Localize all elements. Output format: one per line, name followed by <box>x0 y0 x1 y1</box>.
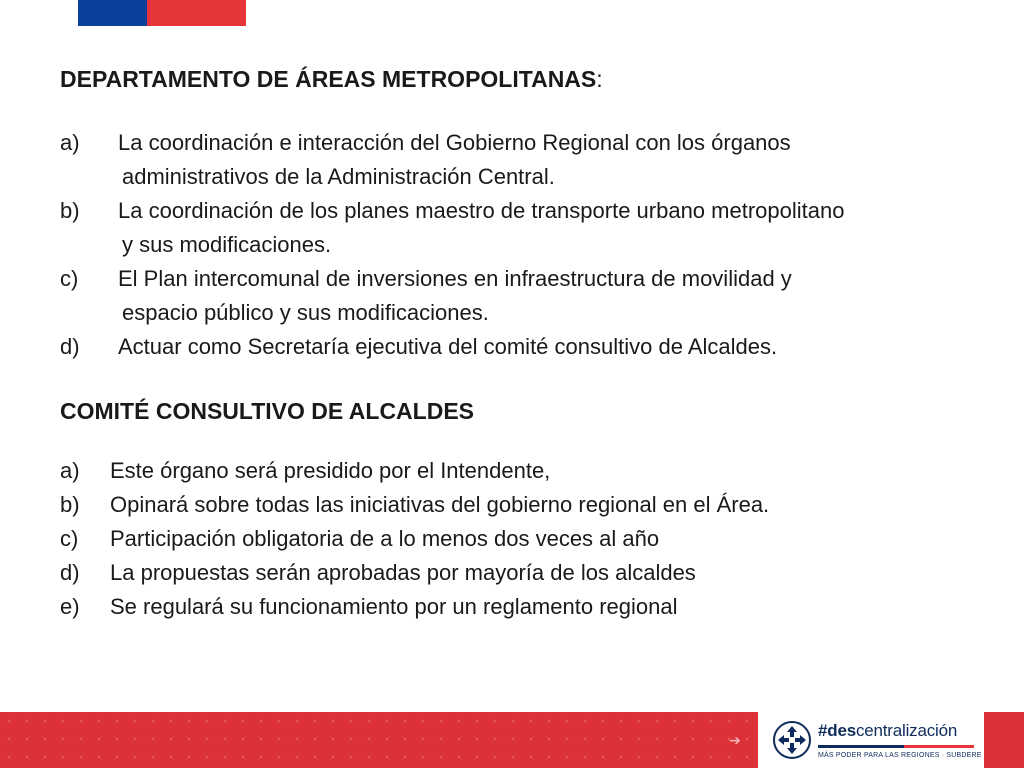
brand-title: #descentralización <box>818 721 958 740</box>
list-item <box>60 454 1010 488</box>
list-item <box>60 556 1010 590</box>
list-marker: d) <box>60 334 80 359</box>
list-marker: c) <box>60 266 79 291</box>
list-item-text: Se regulará su funcionamiento por un reglamento regional <box>110 594 678 619</box>
descentralizacion-brand <box>758 712 984 768</box>
departamento-list <box>60 126 1010 364</box>
list-marker: a) <box>60 458 80 483</box>
list-item-text: Este órgano será presidido por el Intendente, <box>110 458 551 483</box>
list-marker: d) <box>60 560 80 585</box>
list-item-text: La coordinación de los planes maestro de transporte urbano metropolitano y sus modificaciones. <box>118 198 845 257</box>
list-item-text: La propuestas serán aprobadas por mayoría de los alcaldes <box>110 560 696 585</box>
list-marker: b) <box>60 198 80 223</box>
comite-list <box>60 454 1010 624</box>
brand-tagline: MÁS PODER PARA LAS REGIONES · SUBDERE <box>818 752 982 759</box>
list-item <box>60 330 1010 364</box>
list-item <box>60 126 1010 194</box>
slide-content <box>60 62 1010 624</box>
flag-blue-stripe <box>78 0 147 26</box>
list-item <box>60 488 1010 522</box>
list-item-text: La coordinación e interacción del Gobierno Regional con los órganos administrativos de la Administración Central. <box>118 130 791 189</box>
flag-red-stripe <box>147 0 246 26</box>
footer-right-block <box>984 712 1024 768</box>
list-marker: c) <box>60 526 79 551</box>
section-heading-departamento: DEPARTAMENTO DE ÁREAS METROPOLITANAS: <box>60 66 603 92</box>
list-item <box>60 522 1010 556</box>
list-marker: a) <box>60 130 80 155</box>
chile-flag-bar <box>78 0 246 26</box>
list-item <box>60 590 1010 624</box>
list-marker: b) <box>60 492 80 517</box>
section-heading-comite: COMITÉ CONSULTIVO DE ALCALDES <box>60 398 474 424</box>
list-item-text: Actuar como Secretaría ejecutiva del comité consultivo de Alcaldes. <box>118 334 778 359</box>
list-item <box>60 194 1010 262</box>
footer-red-band <box>0 712 758 768</box>
list-item-text: El Plan intercomunal de inversiones en infraestructura de movilidad y espacio público y sus modificaciones. <box>118 266 792 325</box>
list-item <box>60 262 1010 330</box>
arrow-right-icon: ➔ <box>729 732 741 748</box>
list-marker: e) <box>60 594 80 619</box>
list-item-text: Opinará sobre todas las iniciativas del gobierno regional en el Área. <box>110 492 770 517</box>
brand-underline <box>818 745 974 748</box>
descentralizacion-arrows-logo-icon <box>772 720 812 760</box>
slide-footer <box>0 712 1024 768</box>
list-item-text: Participación obligatoria de a lo menos dos veces al año <box>110 526 660 551</box>
